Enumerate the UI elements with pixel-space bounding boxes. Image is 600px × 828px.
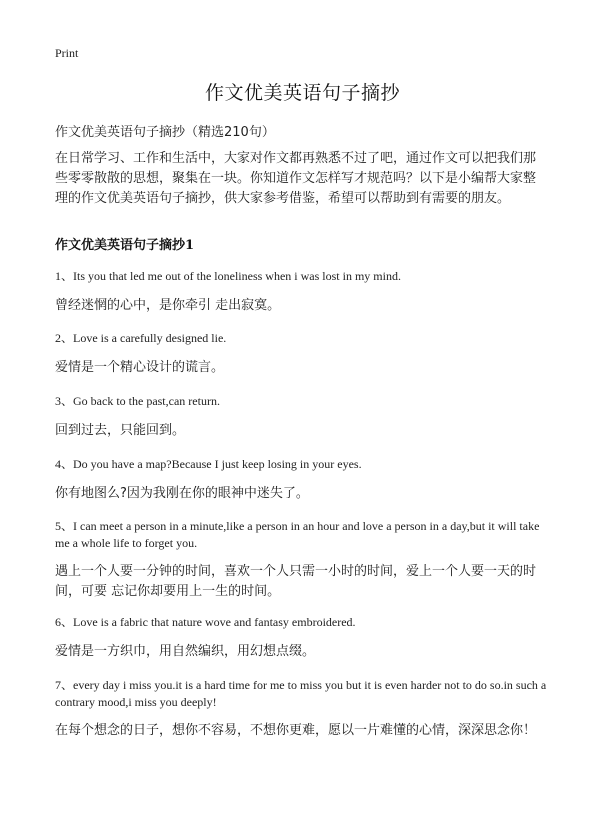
chinese-translation: 回到过去，只能回到。 [55,423,186,438]
chinese-translation: 遇上一个人要一分钟的时间，喜欢一个人只需一小时的时间，爱上一个人要一天的时间，可要 忘记你却要用上一生的时间。 [55,564,537,599]
chinese-translation: 爱情是一个精心设计的谎言。 [55,360,225,375]
subtitle: 作文优美英语句子摘抄（精选210句） [55,125,275,140]
chinese-translation: 在每个想念的日子，想你不容易，不想你更难，愿以一片难懂的心情，深深思念你！ [55,723,537,738]
english-sentence: 6、Love is a fabric that nature wove and fantasy embroidered. [55,615,356,629]
sentence-entry [55,677,547,741]
sentence-entry [55,268,547,316]
section-heading: 作文优美英语句子摘抄1 [55,238,195,253]
english-sentence: 3、Go back to the past,can return. [55,394,220,408]
english-sentence: 4、Do you have a map?Because I just keep losing in your eyes. [55,457,362,471]
sentence-entry [55,330,547,378]
english-sentence: 5、I can meet a person in a minute,like a person in an hour and love a person in a day,but it will take me a whole life to forget you. [55,519,540,550]
print-link[interactable]: Print [55,46,79,60]
english-sentence: 2、Love is a carefully designed lie. [55,331,227,345]
chinese-translation: 你有地图么?因为我刚在你的眼神中迷失了。 [55,486,309,501]
intro-paragraph: 在日常学习、工作和生活中，大家对作文都再熟悉不过了吧，通过作文可以把我们那些零零散散的思想，聚集在一块。你知道作文怎样写才规范吗？以下是小编帮大家整理的作文优美英语句子摘抄，供大家参考借鉴，希望可以帮助到有需要的朋友。 [55,151,537,206]
chinese-translation: 爱情是一方织巾，用自然编织，用幻想点缀。 [55,644,316,659]
page-title: 作文优美英语句子摘抄 [204,82,400,104]
sentence-entry [55,518,547,602]
chinese-translation: 曾经迷惘的心中，是你牵引 走出寂寞。 [55,298,281,313]
english-sentence: 7、every day i miss you.it is a hard time for me to miss you but it is even harder not to do so.in such a contrary mood,i miss you deeply! [55,678,547,709]
english-sentence: 1、Its you that led me out of the loneliness when i was lost in my mind. [55,269,401,283]
sentence-entry [55,456,547,504]
sentence-entry [55,614,547,662]
sentence-entry [55,393,547,441]
